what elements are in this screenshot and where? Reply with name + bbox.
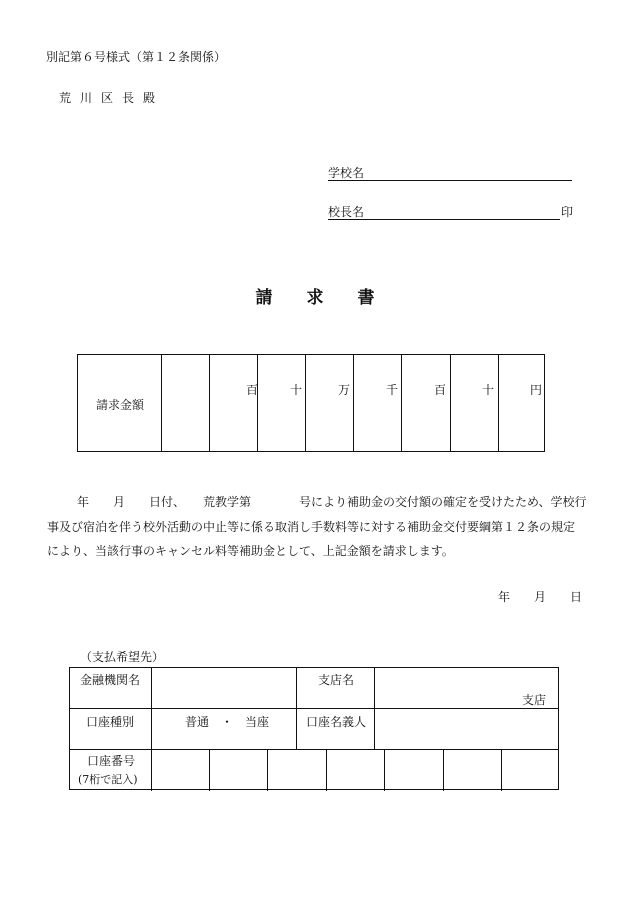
amount-unit: 百: [246, 383, 259, 397]
statement-line: 年 月 日付、 荒教学第 号により補助金の交付額の確定を受けたため、学校行: [77, 495, 587, 509]
form-number: 別記第６号様式（第１２条関係）: [46, 50, 227, 64]
payment-caption: （支払希望先）: [80, 650, 165, 664]
branch-name-label: 支店名: [318, 673, 355, 687]
amount-unit: 十: [482, 383, 495, 397]
principal-name-label: 校長名: [328, 205, 365, 219]
request-date: 年 月 日: [498, 590, 583, 604]
amount-label: 請求金額: [96, 398, 145, 412]
account-number-field[interactable]: [152, 750, 558, 789]
school-name-field[interactable]: [328, 166, 572, 181]
account-type-label: 口座種別: [86, 715, 135, 729]
amount-unit: 十: [290, 383, 303, 397]
school-name-label: 学校名: [328, 166, 365, 180]
amount-unit: 千: [386, 383, 399, 397]
account-holder-field[interactable]: [375, 709, 558, 749]
table-col-divider: [296, 668, 297, 749]
bank-name-field[interactable]: [152, 668, 296, 708]
seal-mark: 印: [561, 205, 574, 219]
amount-table: [77, 354, 545, 452]
account-number-note: (7桁で記入): [78, 773, 138, 786]
statement-line: 事及び宿泊を伴う校外活動の中止等に係る取消し手数料等に対する補助金交付要綱第１２条の規定: [47, 519, 576, 534]
amount-unit: 百: [434, 383, 447, 397]
principal-name-field[interactable]: [328, 205, 560, 220]
branch-suffix: 支店: [522, 693, 547, 707]
account-number-label: 口座番号: [87, 754, 136, 768]
bank-name-label: 金融機関名: [80, 673, 141, 687]
amount-unit: 円: [530, 383, 543, 397]
bank-account-table: [69, 667, 559, 790]
statement-line: により、当該行事のキャンセル料等補助金として、上記金額を請求します。: [47, 544, 454, 558]
amount-input-area[interactable]: [162, 355, 544, 451]
request-statement: [47, 490, 587, 564]
account-type-options[interactable]: 普通 ・ 当座: [185, 715, 270, 729]
amount-unit: 万: [338, 383, 351, 397]
addressee: 荒川区長殿: [59, 91, 165, 105]
account-holder-label: 口座名義人: [306, 715, 367, 729]
document-title: 請求書: [255, 288, 409, 308]
